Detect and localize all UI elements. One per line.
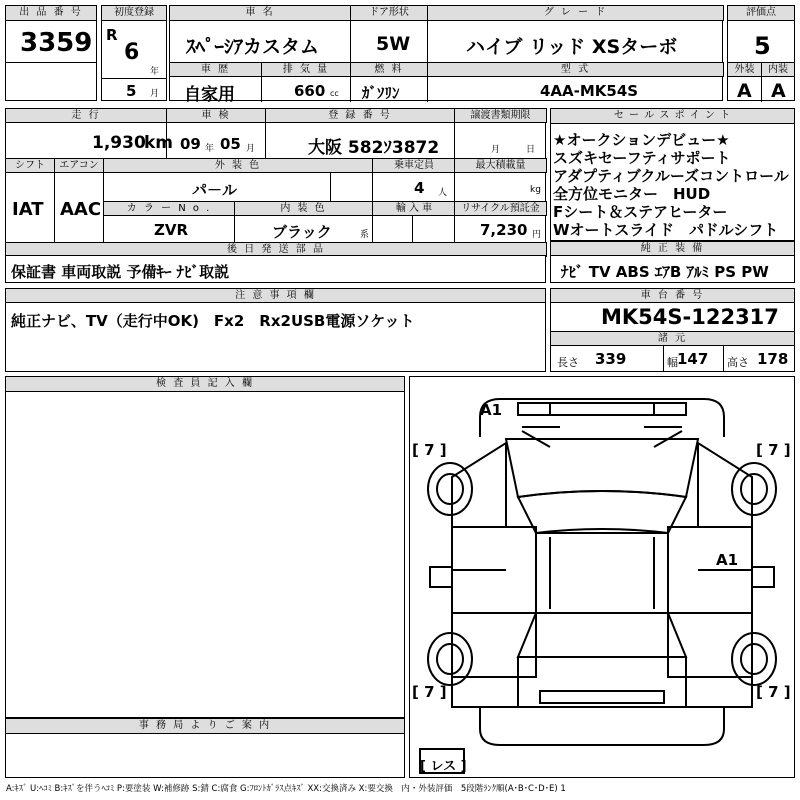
spec-width-label: 幅 bbox=[667, 356, 678, 369]
displacement-unit: cc bbox=[330, 89, 339, 98]
transfer-day-unit: 日 bbox=[526, 145, 536, 155]
fuel-header: 燃 料 bbox=[350, 62, 428, 77]
interior-color: ブラック bbox=[272, 223, 332, 241]
first-reg-year: 6 bbox=[124, 40, 140, 65]
recycle-fee-unit: 円 bbox=[532, 230, 542, 240]
capacity-header: 乗車定員 bbox=[372, 158, 456, 173]
lot-number-header: 出 品 番 号 bbox=[5, 5, 97, 21]
interior-color-unit: 系 bbox=[360, 230, 370, 240]
model-code: 4AA-MK54S bbox=[540, 82, 639, 100]
max-load-unit: kg bbox=[530, 185, 541, 195]
first-registration-header: 初度登録 bbox=[101, 5, 167, 21]
specs-header: 諸 元 bbox=[550, 331, 795, 346]
notes-box bbox=[5, 288, 546, 372]
spec-height-label: 高さ bbox=[727, 356, 749, 369]
sales-point-item: 全方位モニター HUD bbox=[553, 185, 711, 203]
spec-length: 339 bbox=[595, 350, 627, 368]
interior-header: 内装 bbox=[761, 62, 795, 77]
inspector-box bbox=[5, 376, 405, 718]
door-header: ドア形状 bbox=[350, 5, 428, 21]
shift-header: シフト bbox=[5, 158, 55, 173]
sales-point-item: スズキセーフティサポート bbox=[553, 149, 731, 167]
era-label: R bbox=[106, 26, 118, 44]
mileage-value: 1,930 bbox=[92, 133, 146, 153]
chassis-number: MK54S-122317 bbox=[601, 305, 779, 329]
office-header: 事 務 局 よ り ご 案 内 bbox=[5, 718, 405, 734]
lot-number-box bbox=[5, 5, 97, 101]
inspection-month-unit: 月 bbox=[246, 144, 256, 154]
later-parts: 保証書 車両取説 予備ｷｰ ﾅﾋﾞ取説 bbox=[11, 263, 230, 281]
fuel: ｶﾞｿﾘﾝ bbox=[362, 84, 400, 102]
displacement-header: 排 気 量 bbox=[261, 62, 351, 77]
mileage-unit: km bbox=[144, 133, 174, 153]
car-info-box bbox=[169, 5, 723, 105]
rear-left-tire-tread: [ 7 ] bbox=[412, 683, 447, 701]
aircon-header: エアコン bbox=[54, 158, 104, 173]
score-box bbox=[727, 5, 795, 101]
rear-right-tire-tread: [ 7 ] bbox=[756, 683, 791, 701]
spec-length-label: 長さ bbox=[557, 356, 579, 369]
registration-header: 登 録 番 号 bbox=[265, 108, 455, 123]
legend-text: A:ｷｽﾞ U:ﾍｺﾐ B:ｷｽﾞを伴うﾍｺﾐ P:要塗装 W:補修跡 S:錆 C:腐食 G:ﾌﾛﾝﾄｶﾞﾗｽ点ｷｽﾞ XX:交換済み X:要交換 内・外装評価 5段階ﾗﾝｸ順(A･B･C･D･E) 1 bbox=[6, 784, 566, 794]
transfer-month-unit: 月 bbox=[491, 145, 501, 155]
notes-header: 注 意 事 項 欄 bbox=[5, 288, 546, 303]
ext-color-header: 外 装 色 bbox=[103, 158, 373, 173]
chassis-box bbox=[550, 288, 795, 372]
inspection-header: 車 検 bbox=[166, 108, 266, 123]
max-load-header: 最大積載量 bbox=[454, 158, 547, 173]
front-bumper-damage-mark: A1 bbox=[480, 401, 503, 419]
office-box bbox=[5, 718, 405, 778]
genuine-equipment: ﾅﾋﾞ TV ABS ｴｱB ｱﾙﾐ PS PW bbox=[561, 263, 769, 281]
damage-diagram bbox=[409, 376, 795, 778]
recycle-fee: 7,230 bbox=[480, 221, 528, 239]
exterior-header: 外装 bbox=[727, 62, 762, 77]
inspection-year: 09 bbox=[180, 135, 201, 153]
front-right-tire-tread: [ 7 ] bbox=[756, 441, 791, 459]
later-parts-box bbox=[5, 255, 546, 283]
shift-type: IAT bbox=[12, 199, 44, 220]
spec-height: 178 bbox=[757, 350, 789, 368]
spare-tire-status: [ レス ] bbox=[420, 759, 467, 774]
displacement: 660 bbox=[294, 82, 326, 100]
inspector-header: 検 査 員 記 入 欄 bbox=[5, 376, 405, 392]
first-registration-box bbox=[101, 5, 167, 101]
chassis-header: 車 台 番 号 bbox=[550, 288, 795, 303]
history-header: 車 歴 bbox=[169, 62, 262, 77]
car-outline-diagram bbox=[410, 377, 794, 777]
first-reg-month: 5 bbox=[126, 82, 137, 100]
overall-score: 5 bbox=[754, 32, 771, 60]
registration-number: 大阪 582ｿ3872 bbox=[308, 138, 440, 158]
spec-width: 147 bbox=[677, 350, 709, 368]
car-name-header: 車 名 bbox=[169, 5, 351, 21]
sales-point-item: Wオートスライド パドルシフト bbox=[553, 221, 779, 239]
model-header: 型 式 bbox=[427, 62, 724, 77]
sales-point-item: アダプティブクルーズコントロール bbox=[553, 167, 789, 185]
capacity-value: 4 bbox=[414, 179, 425, 197]
vehicle-history: 自家用 bbox=[184, 85, 235, 105]
color-number: ZVR bbox=[154, 221, 189, 239]
mileage-header: 走 行 bbox=[5, 108, 167, 123]
color-no-header: カ ラ ー N o . bbox=[103, 201, 235, 216]
aircon-type: AAC bbox=[60, 199, 102, 220]
transfer-header: 譲渡書類期限 bbox=[454, 108, 547, 123]
interior-score: A bbox=[771, 80, 786, 102]
first-reg-year-unit: 年 bbox=[150, 67, 160, 77]
genuine-equipment-box bbox=[550, 241, 795, 283]
sales-point-item: Fシート＆ステアヒーター bbox=[553, 203, 728, 221]
notes-text: 純正ナビ、TV（走行中OK) Fx2 Rx2USB電源ソケット bbox=[11, 312, 415, 330]
sales-points-list bbox=[553, 131, 795, 239]
door-type: 5W bbox=[376, 33, 411, 55]
car-name: ｽﾍﾟｰｼｱカスタム bbox=[186, 36, 320, 58]
int-color-header: 内 装 色 bbox=[234, 201, 373, 216]
inspection-month: 05 bbox=[220, 135, 241, 153]
first-reg-month-unit: 月 bbox=[150, 89, 160, 99]
inspection-year-unit: 年 bbox=[205, 144, 215, 154]
later-parts-header: 後 日 発 送 部 品 bbox=[5, 242, 547, 257]
vehicle-detail-box bbox=[5, 108, 546, 256]
genuine-equipment-header: 純 正 装 備 bbox=[550, 241, 795, 256]
front-left-tire-tread: [ 7 ] bbox=[412, 441, 447, 459]
recycle-header: リサイクル預託金 bbox=[454, 201, 547, 216]
sales-points-header: セ ー ル ス ポ イ ン ト bbox=[550, 108, 795, 124]
capacity-unit: 人 bbox=[438, 188, 448, 198]
lot-number: 3359 bbox=[20, 28, 93, 58]
grade-header: グ レ ー ド bbox=[427, 5, 724, 21]
exterior-score: A bbox=[737, 80, 752, 102]
sales-point-item: ★オークションデビュー★ bbox=[553, 131, 730, 149]
exterior-color: パ－ル bbox=[192, 181, 238, 199]
right-door-damage-mark: A1 bbox=[716, 551, 739, 569]
score-header: 評価点 bbox=[727, 5, 795, 21]
import-header: 輸 入 車 bbox=[372, 201, 456, 216]
grade: ハイブ リッド XSターボ bbox=[466, 36, 678, 58]
sales-points-box bbox=[550, 108, 795, 241]
